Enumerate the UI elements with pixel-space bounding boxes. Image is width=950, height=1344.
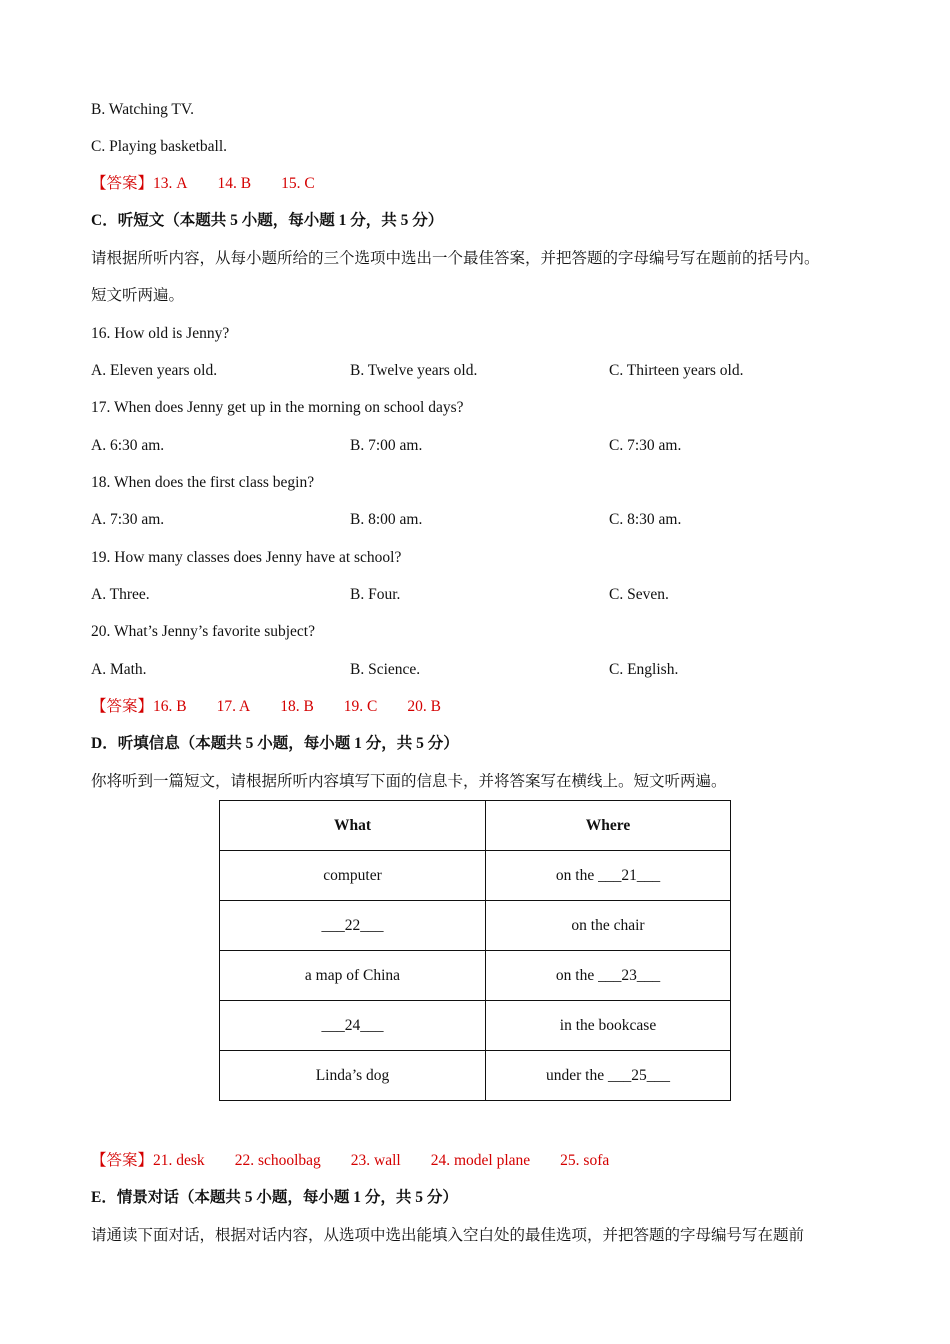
answer-item: 23. wall [350,1152,401,1169]
option: C. 8:30 am. [609,511,682,528]
answer-label: 【答案】 [91,1152,154,1169]
table-cell: ___22___ [220,901,486,951]
option-c-playing-basketball: C. Playing basketball. [91,138,228,155]
option-b-watching-tv: B. Watching TV. [91,101,194,118]
answer-item: 17. A [216,698,251,715]
answer-label: 【答案】 [91,698,154,715]
option: B. Four. [350,586,401,603]
question-17: 17. When does Jenny get up in the morning on school days? [91,399,464,416]
option: C. English. [609,661,679,678]
answer-item: 19. C [343,698,378,715]
table-cell: on the ___23___ [486,951,731,1001]
option: A. Eleven years old. [91,362,218,379]
section-c-instruction-cont: 短文听两遍。 [91,287,185,304]
answer-line-16-20 [91,697,471,717]
question-19: 19. How many classes does Jenny have at school? [91,549,402,566]
table-row [220,951,731,1001]
table-row [220,1051,731,1101]
answer-item: 20. B [407,698,441,715]
table-cell: a map of China [220,951,486,1001]
table-cell: Linda’s dog [220,1051,486,1101]
option: C. Seven. [609,586,669,603]
section-d-heading: D．听填信息（本题共 5 小题，每小题 1 分，共 5 分） [91,735,459,752]
answer-item: 25. sofa [560,1152,610,1169]
table-row [220,1001,731,1051]
answer-line-13-15 [91,174,345,194]
option: B. 8:00 am. [350,511,423,528]
table-cell: on the ___21___ [486,851,731,901]
answer-line-21-25 [91,1151,639,1171]
header-where: Where [486,801,731,851]
option: B. Twelve years old. [350,362,478,379]
table-cell: on the chair [486,901,731,951]
section-e-heading: E．情景对话（本题共 5 小题，每小题 1 分，共 5 分） [91,1189,458,1206]
option: A. 7:30 am. [91,511,165,528]
question-18: 18. When does the first class begin? [91,474,315,491]
option: A. Three. [91,586,150,603]
option: A. Math. [91,661,147,678]
table-row [220,901,731,951]
section-e-instruction: 请通读下面对话，根据对话内容，从选项中选出能填入空白处的最佳选项，并把答题的字母编号写在题前 [91,1227,805,1244]
header-what: What [220,801,486,851]
answer-item: 13. A [153,175,188,192]
answer-item: 16. B [153,698,187,715]
answer-item: 15. C [281,175,315,192]
table-row [220,851,731,901]
answer-item: 14. B [217,175,252,192]
question-20: 20. What’s Jenny’s favorite subject? [91,623,315,640]
answer-item: 18. B [280,698,314,715]
option: B. Science. [350,661,421,678]
answer-item: 24. model plane [430,1152,531,1169]
info-card-table [219,800,731,1101]
answer-item: 22. schoolbag [234,1152,321,1169]
table-cell: in the bookcase [486,1001,731,1051]
table-cell: computer [220,851,486,901]
option: B. 7:00 am. [350,437,423,454]
table-cell: ___24___ [220,1001,486,1051]
option: C. Thirteen years old. [609,362,744,379]
section-c-heading: C．听短文（本题共 5 小题，每小题 1 分，共 5 分） [91,212,444,229]
question-16: 16. How old is Jenny? [91,325,230,342]
option: C. 7:30 am. [609,437,682,454]
table-header-row [220,801,731,851]
table-cell: under the ___25___ [486,1051,731,1101]
section-d-instruction: 你将听到一篇短文，请根据所听内容填写下面的信息卡，并将答案写在横线上。短文听两遍。 [91,773,727,790]
section-c-instruction: 请根据所听内容，从每小题所给的三个选项中选出一个最佳答案，并把答题的字母编号写在题前的括号内。 [91,250,820,267]
answer-item: 21. desk [153,1152,205,1169]
option: A. 6:30 am. [91,437,165,454]
answer-label: 【答案】 [91,175,154,192]
